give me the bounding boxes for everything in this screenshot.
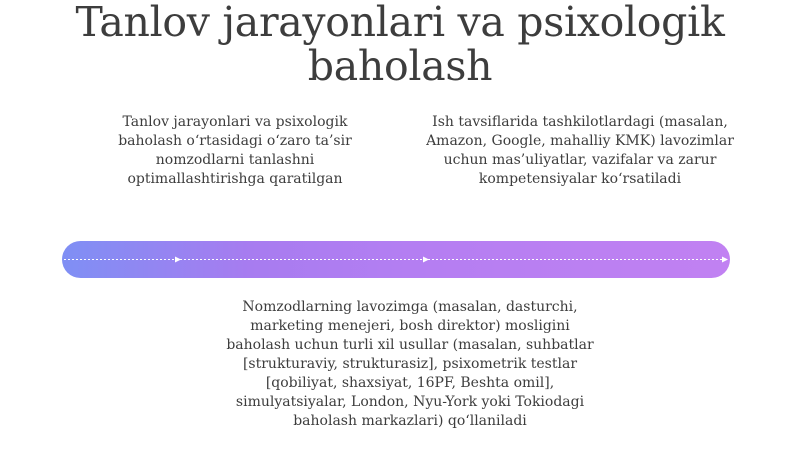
slide-title: Tanlov jarayonlari va psixologik baholash bbox=[75, 0, 725, 90]
arrow-marker-3 bbox=[722, 257, 728, 263]
timeline-arrows bbox=[62, 241, 730, 278]
left-text-block: Tanlov jarayonlari va psixologik baholash o‘rtasidagi o‘zaro ta’sir nomzodlarni tanlashni optimallashtirishga qaratilgan bbox=[118, 114, 352, 187]
bottom-text-block: Nomzodlarning lavozimga (masalan, dasturchi, marketing menejeri, bosh direktor) mosligini baholash uchun turli xil usullar (masalan, suhbatlar [strukturaviy, strukturasiz], psixometrik testlar [qobiliyat, shaxsiyat, 16PF, Beshta omil], simulyatsiyalar, London, Nyu-York yoki Tokiodagi baholash markazlari) qo‘llaniladi bbox=[226, 299, 594, 429]
arrow-marker-2 bbox=[423, 257, 429, 263]
arrow-marker-1 bbox=[175, 257, 181, 263]
timeline-bar bbox=[62, 241, 730, 278]
right-text-block: Ish tavsiflarida tashkilotlardagi (masalan, Amazon, Google, mahalliy KMK) lavozimlar uchun mas’uliyatlar, vazifalar va zarur kompetensiyalar ko‘rsatiladi bbox=[426, 114, 734, 187]
